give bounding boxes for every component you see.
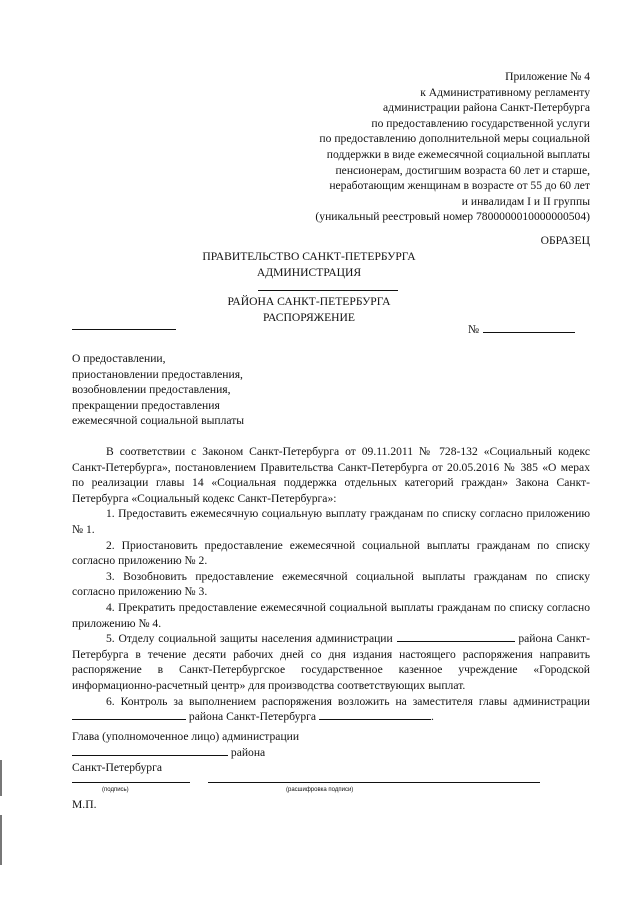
body-item-6-mid: района Санкт-Петербурга xyxy=(188,710,317,724)
header-doc-type: РАСПОРЯЖЕНИЕ xyxy=(263,310,355,324)
document-subject xyxy=(72,351,244,429)
signature-lines xyxy=(72,782,542,802)
deputy-name-blank xyxy=(319,709,431,720)
subject-line: прекращении предоставления xyxy=(72,398,220,412)
signature-city: Санкт-Петербурга xyxy=(72,761,162,775)
annex-line: поддержки в виде ежемесячной социальной выплаты xyxy=(326,147,590,161)
body-item-2: 2. Приостановить предоставление ежемесячной социальной выплаты гражданам по списку согласно приложению № 2. xyxy=(72,538,590,568)
annex-line: администрации района Санкт-Петербурга xyxy=(383,101,590,115)
district-blank xyxy=(72,745,228,756)
document-body xyxy=(72,444,590,725)
annex-block xyxy=(315,69,590,225)
annex-line: к Административному регламенту xyxy=(420,85,590,99)
header-administration: АДМИНИСТРАЦИЯ xyxy=(256,265,362,279)
scan-edge-mark xyxy=(0,815,2,865)
district-blank xyxy=(397,631,515,642)
district-blank xyxy=(72,709,186,720)
signature-district-suffix: района xyxy=(230,745,266,759)
header-district: РАЙОНА САНКТ-ПЕТЕРБУРГА xyxy=(227,295,391,309)
sample-label: ОБРАЗЕЦ xyxy=(540,234,590,247)
body-item-4: 4. Прекратить предоставление ежемесячной социальной выплаты гражданам по списку согласно приложению № 4. xyxy=(72,600,590,630)
subject-line: О предоставлении, xyxy=(72,352,166,365)
signature-blank xyxy=(72,782,190,783)
body-item-5-start: 5. Отделу социальной защиты населения администрации xyxy=(106,632,393,646)
body-item-5-rest: района Санкт-Петербурга в течение десяти рабочих дней со дня издания настоящего распоряжения направить распоряжение в Санкт-Петербургское государственное казенное учреждение «Городской информационно-расчетный центр» для производства соответствующих выплат. xyxy=(72,632,590,692)
header-government: ПРАВИТЕЛЬСТВО САНКТ-ПЕТЕРБУРГА xyxy=(202,250,416,263)
signature-title: Глава (уполномоченное лицо) администрации xyxy=(72,730,300,743)
scan-edge-mark xyxy=(0,760,2,796)
annex-line: по предоставлению государственной услуги xyxy=(371,116,590,130)
annex-line: неработающим женщинам в возрасте от 55 до 60 лет xyxy=(329,179,590,193)
subject-line: ежемесячной социальной выплаты xyxy=(72,414,245,428)
annex-line: Приложение № 4 xyxy=(505,70,590,83)
stamp-place: М.П. xyxy=(72,798,97,811)
annex-line: (уникальный реестровый номер 7800000010000000504) xyxy=(315,210,590,224)
document-number xyxy=(468,322,575,338)
body-item-6 xyxy=(72,694,590,725)
body-item-3: 3. Возобновить предоставление ежемесячной социальной выплаты гражданам по списку согласно приложению № 3. xyxy=(72,569,590,599)
date-blank xyxy=(72,329,176,330)
number-blank xyxy=(483,322,575,333)
annex-line: пенсионерам, достигшим возраста 60 лет и старше, xyxy=(335,163,590,177)
document-header xyxy=(0,249,640,325)
signature-block xyxy=(72,729,299,776)
body-intro: В соответствии с Законом Санкт-Петербурга от 09.11.2011 № 728-132 «Социальный кодекс Санкт-Петербурга», постановлением Правительства Санкт-Петербурга от 20.05.2016 № 385 «О мерах по реализации главы 14 «Социальная поддержка отдельных категорий граждан» Закона Санкт-Петербурга «Социальный кодекс Санкт-Петербурга»: xyxy=(72,445,590,505)
subject-line: приостановлении предоставления, xyxy=(72,367,243,381)
body-item-6-end: . xyxy=(430,710,434,724)
district-name-blank xyxy=(258,285,398,291)
caption-decode: (расшифровка подписи) xyxy=(286,787,354,793)
annex-line: по предоставлению дополнительной меры социальной xyxy=(319,132,590,146)
body-item-1: 1. Предоставить ежемесячную социальную выплату гражданам по списку согласно приложению № 1. xyxy=(72,507,590,536)
body-item-6-start: 6. Контроль за выполнением распоряжения возложить на заместителя главы администрации xyxy=(106,694,590,708)
signature-decode-blank xyxy=(208,782,540,783)
body-item-5 xyxy=(72,631,590,693)
caption-signature: (подпись) xyxy=(102,787,129,793)
annex-line: и инвалидам I и II группы xyxy=(461,194,590,208)
signature-district-line xyxy=(72,745,299,761)
subject-line: возобновлении предоставления, xyxy=(72,383,231,397)
number-label: № xyxy=(468,323,480,336)
